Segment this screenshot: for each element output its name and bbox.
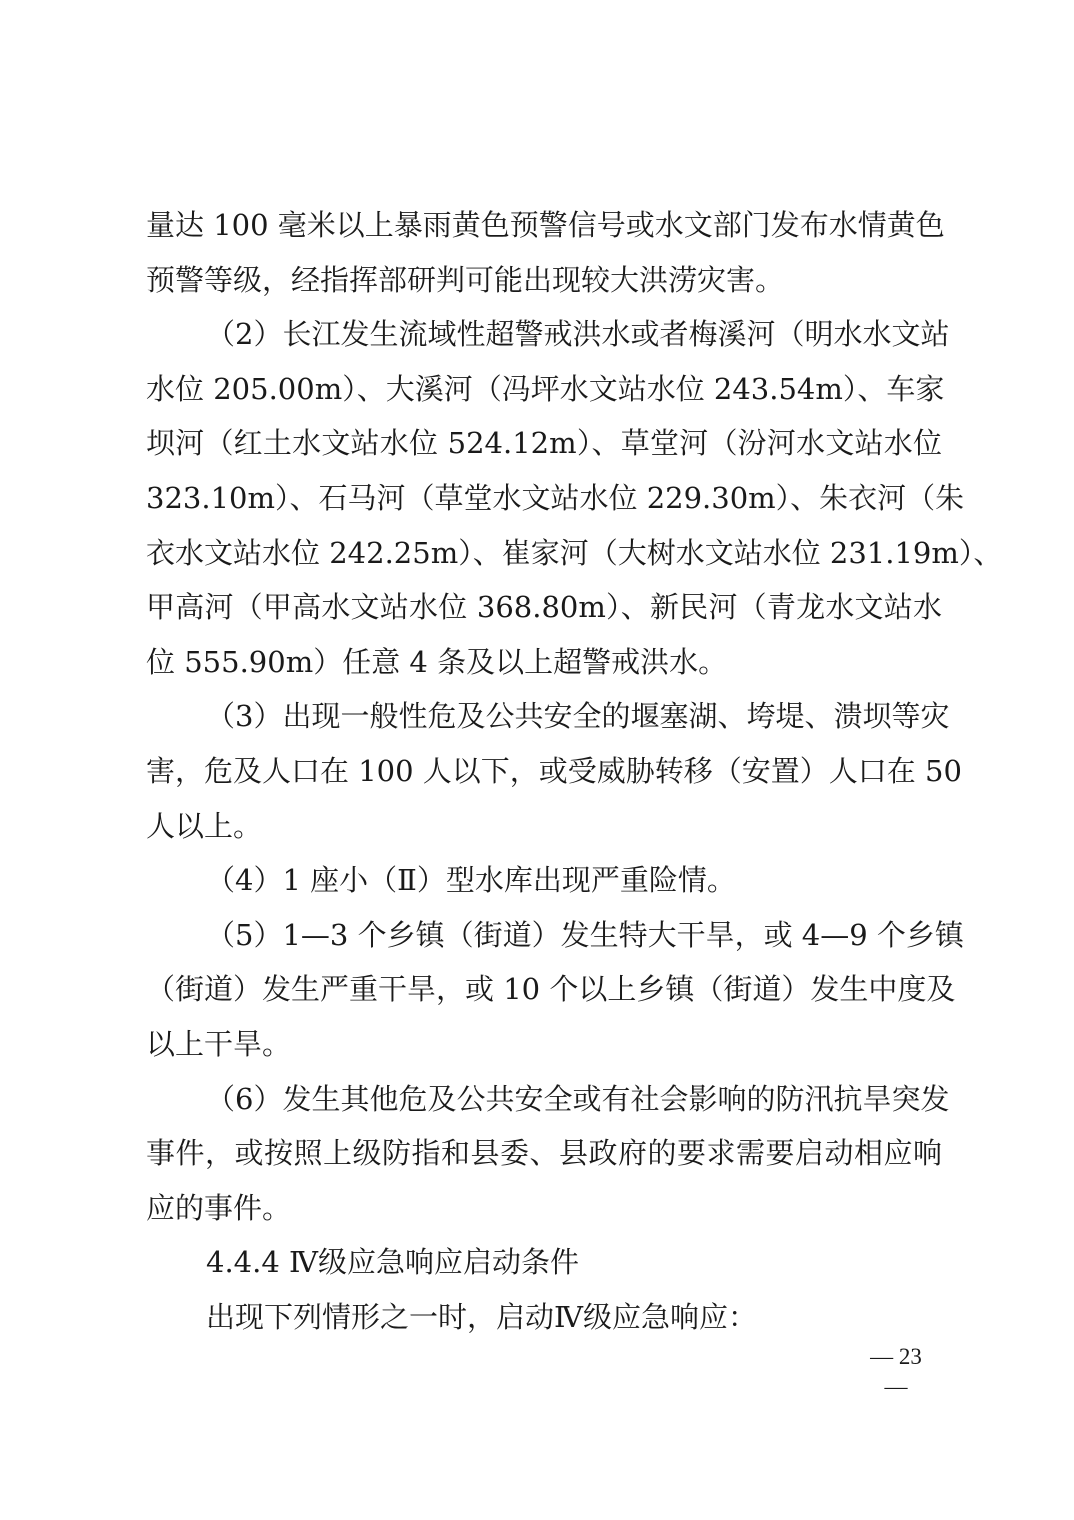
text-line: 位 555.90m）任意 4 条及以上超警戒洪水。 <box>146 644 728 679</box>
text-line: （5）1—3 个乡镇（街道）发生特大干旱，或 4—9 个乡镇 <box>206 917 964 952</box>
text-line: 事件，或按照上级防指和县委、县政府的要求需要启动相应响 <box>146 1136 942 1171</box>
text-line: （2）长江发生流域性超警戒洪水或者梅溪河（明水水文站 <box>206 317 950 352</box>
text-line: （街道）发生严重干旱，或 10 个以上乡镇（街道）发生中度及 <box>146 972 956 1007</box>
text-line: 出现下列情形之一时，启动Ⅳ级应急响应： <box>206 1299 757 1334</box>
page-number: — 23 — <box>870 1344 922 1399</box>
text-line: 坝河（红土水文站水位 524.12m）、草堂河（汾河水文站水位 <box>146 426 942 461</box>
text-line: 以上干旱。 <box>146 1026 292 1061</box>
text-line: 人以上。 <box>146 808 263 843</box>
text-line: 应的事件。 <box>146 1190 292 1225</box>
text-line: （6）发生其他危及公共安全或有社会影响的防汛抗旱突发 <box>206 1081 950 1116</box>
text-line: 量达 100 毫米以上暴雨黄色预警信号或水文部门发布水情黄色 <box>146 208 945 242</box>
text-line: 预警等级，经指挥部研判可能出现较大洪涝灾害。 <box>146 262 785 297</box>
text-line: 衣水文站水位 242.25m）、崔家河（大树水文站水位 231.19m）、 <box>146 535 1003 570</box>
text-line: 323.10m）、石马河（草堂水文站水位 229.30m）、朱衣河（朱 <box>146 480 965 515</box>
section-heading: 4.4.4 Ⅳ级应急响应启动条件 <box>206 1245 579 1280</box>
text-line: （3）出现一般性危及公共安全的堰塞湖、垮堤、溃坝等灾 <box>206 699 950 734</box>
body-text <box>146 198 1003 1344</box>
text-line: 水位 205.00m）、大溪河（冯坪水文站水位 243.54m）、车家 <box>146 371 945 406</box>
text-line: 害，危及人口在 100 人以下，或受威胁转移（安置）人口在 50 <box>146 753 962 788</box>
text-line: 甲高河（甲高水文站水位 368.80m）、新民河（青龙水文站水 <box>146 590 942 625</box>
text-line: （4）1 座小（Ⅱ）型水库出现严重险情。 <box>206 863 736 898</box>
